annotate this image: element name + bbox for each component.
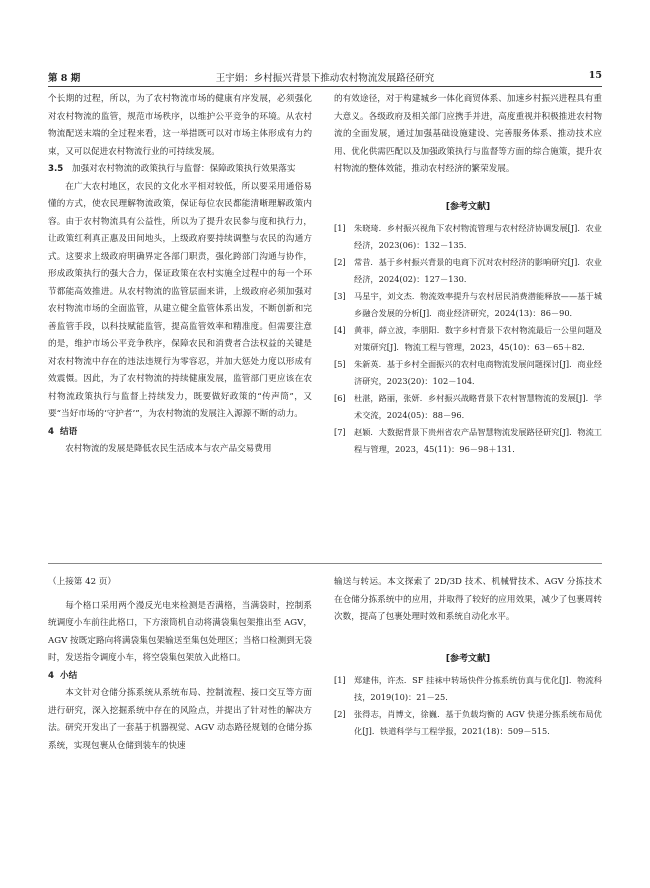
reference-item bbox=[334, 424, 602, 458]
reference-number: [7] bbox=[334, 427, 346, 437]
section-number: 4 bbox=[48, 426, 54, 437]
references-heading: [参考文献] bbox=[445, 653, 491, 664]
reference-text: 杜湛，路丽，张妍．乡村振兴战略背景下农村智慧物流的发展[J]．学术交流，2024(05)：88－96． bbox=[354, 393, 602, 420]
running-header bbox=[48, 70, 602, 86]
paragraph: 输送与转运。本文探索了 2D/3D 技术、机械臂技术、AGV 分拣技术在仓储分拣系统中的应用，并取得了较好的应用效果，减少了包裹周转次数，提高了包裹处理时效和系统自动化水平。 bbox=[334, 577, 602, 622]
issue-number: 第 8 期 bbox=[48, 73, 81, 84]
reference-text: 黄菲，薛立波，李朋阳．数字乡村背景下农村物流最后一公里问题及对策研究[J]．物流工程与管理，2023，45(10)：63－65＋82． bbox=[354, 325, 602, 352]
reference-item bbox=[334, 322, 602, 356]
reference-item bbox=[334, 706, 602, 740]
reference-number: [3] bbox=[334, 291, 346, 301]
reference-number: [4] bbox=[334, 325, 346, 335]
paragraph: 本文针对仓储分拣系统从系统布局、控制流程、接口交互等方面进行研究，深入挖掘系统中存在的风险点，并提出了针对性的解决方法。研究开发出了一套基于机器视觉、AGV 动态路径规划的仓储分拣系统，实现包裹从仓储到装车的快速 bbox=[48, 688, 312, 751]
references-heading: [参考文献] bbox=[445, 201, 491, 212]
section-number: 3.5 bbox=[48, 164, 64, 174]
reference-list bbox=[334, 672, 602, 740]
reference-item bbox=[334, 220, 602, 254]
section-number: 4 bbox=[48, 670, 54, 681]
reference-item bbox=[334, 356, 602, 390]
upper-left-column bbox=[48, 91, 312, 459]
reference-text: 常昔．基于乡村振兴背景的电商下沉对农村经济的影响研究[J]．农业经济，2024(02)：127－130． bbox=[354, 257, 602, 284]
reference-number: [2] bbox=[334, 709, 346, 719]
reference-number: [1] bbox=[334, 675, 346, 685]
upper-right-column bbox=[334, 91, 602, 458]
section-title: 小结 bbox=[59, 670, 78, 681]
reference-text: 张得志，肖博文，徐巍．基于负载均衡的 AGV 快递分拣系统布局优化[J]．铁道科学与工程学报，2021(18)：509－515． bbox=[354, 709, 602, 736]
article-separator bbox=[48, 563, 602, 564]
section-heading-4 bbox=[48, 668, 312, 686]
section-heading-3-5 bbox=[48, 161, 312, 179]
paragraph: 每个格口采用两个漫反光电来检测是否满格，当满袋时，控制系统调度小车前往此格口，下方滚筒机自动将满袋集包架推出至 AGV，AGV 按既定路向将满袋集包架输送至集包处理区；当格口检测到无袋时，发送指令调度小车，将空袋集包架放入此格口。 bbox=[48, 600, 312, 663]
section-heading-4 bbox=[48, 424, 312, 442]
section-title: 加强对农村物流的政策执行与监督：保障政策执行效果落实 bbox=[72, 164, 296, 174]
reference-number: [1] bbox=[334, 223, 346, 233]
reference-number: [6] bbox=[334, 393, 346, 403]
section-title: 结语 bbox=[59, 426, 78, 437]
paragraph: 的有效途径，对于构建城乡一体化商贸体系、加速乡村振兴进程具有重大意义。各级政府及相关部门应携手并进，高度重视并积极推进农村物流的全面发展，通过加强基础设施建设、完善服务体系、推动技术应用、优化供需匹配以及加强政策执行与监督等方面的综合施策，提升农村物流的整体效能，推动农村经济的繁荣发展。 bbox=[334, 94, 602, 174]
reference-text: 郑建伟，许杰．SF 挂袜中转场快件分拣系统仿真与优化[J]．物流科技，2019(10)：21－25． bbox=[354, 675, 602, 702]
paragraph: 农村物流的发展是降低农民生活成本与农产品交易费用 bbox=[65, 444, 272, 454]
running-title: 王宇娟：乡村振兴背景下推动农村物流发展路径研究 bbox=[215, 73, 435, 84]
paragraph: 个长期的过程，所以，为了农村物流市场的健康有序发展，必须强化对农村物流的监管，规范市场秩序，以维护公平竞争的环境。从农村物流配送末端的全过程来看，这一举措既可以对市场主体形成有力约束，又可以促进农村物流行业的可持续发展。 bbox=[48, 94, 312, 157]
reference-item bbox=[334, 390, 602, 424]
reference-item bbox=[334, 254, 602, 288]
header-rule bbox=[48, 86, 602, 87]
reference-number: [2] bbox=[334, 257, 346, 267]
reference-text: 马星宇，刘文杰．物流效率提升与农村居民消费潜能释放——基于城乡融合发展的分析[J]．商业经济研究，2024(13)：86－90． bbox=[354, 291, 602, 318]
reference-number: [5] bbox=[334, 359, 346, 369]
reference-item bbox=[334, 672, 602, 706]
paragraph: 在广大农村地区，农民的文化水平相对较低，所以要采用通俗易懂的方式，使农民理解物流政策，保证每位农民都能清晰理解政策内容。由于农村物流具有公益性，所以为了提升农民参与度和执行力，让政策红利真正惠及田间地头，上级政府要持续调整与农民的沟通方式。这要求上级政府明确界定各部门职责，强化跨部门沟通与协作，形成政策执行的强大合力，保证政策在农村实施全过程中的每一个环节都能高效推进。从农村物流的监管层面来讲，上级政府必须加强对农村物流市场的全面监管，从建立健全监管体系出发，不断创新和完善监管手段，以科技赋能监管，提高监管效率和精准度。但需要注意的是，维护市场公平竞争秩序，保障农民和消费者合法权益的关键是对农村物流中存在的违法违规行为零容忍，并加大惩处力度以形成有效震慑。因此，为了农村物流的持续健康发展，监管部门更应该在农村物流政策执行与监督上持续发力，既要做好政策的“传声筒”，又要“当好市场的‘守护者’”，为农村物流的发展注入源源不断的动力。 bbox=[48, 181, 312, 419]
reference-text: 朱晓琦．乡村振兴视角下农村物流管理与农村经济协调发展[J]．农业经济，2023(06)：132－135． bbox=[354, 223, 602, 250]
reference-text: 朱新英．基于乡村全面振兴的农村电商物流发展问题探讨[J]．商业经济研究，2023(20)：102－104． bbox=[354, 359, 602, 386]
reference-text: 赵颖．大数据背景下贵州省农产品智慧物流发展路径研究[J]．物流工程与管理，2023，45(11)：96－98＋131． bbox=[354, 427, 602, 454]
continuation-note: （上接第 42 页） bbox=[48, 577, 116, 587]
reference-item bbox=[334, 288, 602, 322]
lower-left-column bbox=[48, 574, 312, 755]
reference-list bbox=[334, 220, 602, 458]
page-number: 15 bbox=[588, 70, 602, 81]
lower-right-column bbox=[334, 574, 602, 740]
